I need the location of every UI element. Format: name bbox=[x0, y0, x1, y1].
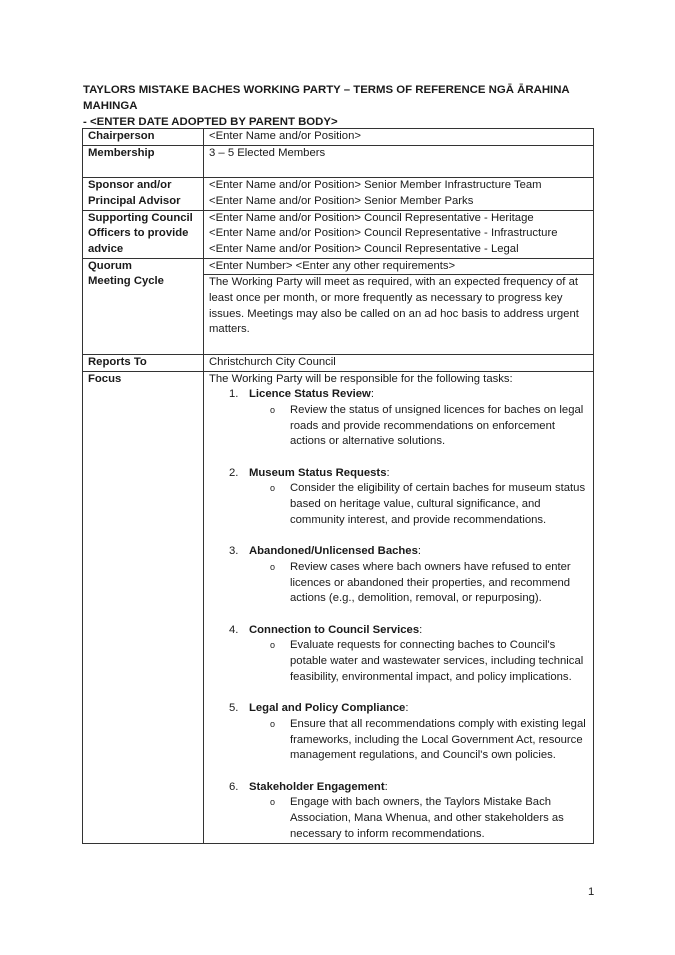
task-description-item bbox=[249, 717, 588, 764]
task-heading bbox=[249, 387, 588, 403]
focus-task bbox=[209, 387, 588, 466]
task-gap bbox=[249, 686, 588, 702]
focus-task bbox=[209, 466, 588, 545]
task-heading bbox=[249, 701, 588, 717]
task-title: Legal and Policy Compliance bbox=[249, 702, 406, 715]
task-gap bbox=[249, 450, 588, 466]
task-title-colon: : bbox=[370, 388, 374, 401]
supporting-label-line-3: advice bbox=[88, 242, 124, 255]
supporting-label bbox=[83, 210, 204, 258]
sponsor-value-line-1: <Enter Name and/or Position> Senior Member Infrastructure Team bbox=[209, 179, 542, 192]
task-number: 4. bbox=[229, 623, 239, 636]
task-number: 5. bbox=[229, 702, 239, 715]
task-gap bbox=[249, 529, 588, 545]
task-title: Licence Status Review bbox=[249, 388, 371, 401]
task-number: 3. bbox=[229, 545, 239, 558]
supporting-value-line-1: <Enter Name and/or Position> Council Representative - Heritage bbox=[209, 211, 534, 224]
terms-of-reference-table bbox=[82, 128, 594, 844]
chairperson-value: <Enter Name and/or Position> bbox=[204, 129, 594, 146]
row-focus bbox=[83, 371, 594, 843]
task-description: Consider the eligibility of certain baches for museum status based on heritage value, cultural significance, and community interest, and provide recommendations. bbox=[290, 482, 586, 526]
membership-value: 3 – 5 Elected Members bbox=[209, 146, 326, 159]
membership-spacer bbox=[209, 161, 588, 177]
supporting-label-line-1: Supporting Council bbox=[88, 211, 193, 224]
quorum-meeting-values bbox=[204, 258, 594, 354]
meeting-cycle-spacer bbox=[204, 338, 593, 354]
task-gap bbox=[249, 764, 588, 780]
supporting-value bbox=[204, 210, 594, 258]
hollow-bullet-icon: o bbox=[270, 561, 276, 572]
task-heading bbox=[249, 466, 588, 482]
supporting-value-line-3: <Enter Name and/or Position> Council Representative - Legal bbox=[209, 242, 519, 255]
task-number: 2. bbox=[229, 466, 239, 479]
page-number: 1 bbox=[588, 886, 595, 898]
meeting-cycle-value: The Working Party will meet as required, with an expected frequency of at least once per month, or more frequently as necessary to progress key issues. Meetings may also be called on an ad hoc basis to address urgent matters. bbox=[209, 276, 579, 336]
task-title-colon: : bbox=[386, 466, 390, 479]
task-description: Evaluate requests for connecting baches to Council's potable water and wastewater services, including technical feasibility, environmental impact, and policy implications. bbox=[290, 639, 584, 683]
supporting-label-line-2: Officers to provide bbox=[88, 227, 189, 240]
task-title: Connection to Council Services bbox=[249, 623, 420, 636]
row-sponsor bbox=[83, 178, 594, 210]
task-description-item bbox=[249, 795, 588, 842]
document-title-line-2: - <ENTER DATE ADOPTED BY PARENT BODY> bbox=[83, 116, 338, 128]
membership-label: Membership bbox=[83, 145, 204, 177]
task-description: Ensure that all recommendations comply with existing legal frameworks, including the Local Government Act, resource management regulations, and Council's own policies. bbox=[290, 717, 586, 762]
task-number: 1. bbox=[229, 388, 239, 401]
task-number: 6. bbox=[229, 780, 239, 793]
task-title: Stakeholder Engagement bbox=[249, 780, 385, 793]
focus-task bbox=[209, 544, 588, 623]
focus-task bbox=[209, 623, 588, 702]
supporting-value-line-2: <Enter Name and/or Position> Council Representative - Infrastructure bbox=[209, 227, 558, 240]
hollow-bullet-icon: o bbox=[270, 483, 276, 494]
reports-to-value: Christchurch City Council bbox=[204, 354, 594, 371]
task-description: Engage with bach owners, the Taylors Mistake Bach Association, Mana Whenua, and other stakeholders as necessary to inform recommendations. bbox=[290, 796, 564, 840]
sponsor-label-line-2: Principal Advisor bbox=[88, 194, 181, 207]
task-title: Abandoned/Unlicensed Baches bbox=[249, 545, 418, 558]
task-description-item bbox=[249, 560, 588, 607]
sponsor-label-line-1: Sponsor and/or bbox=[88, 179, 172, 192]
row-reports-to bbox=[83, 354, 594, 371]
quorum-meeting-label bbox=[83, 258, 204, 354]
task-title-colon: : bbox=[417, 545, 422, 558]
hollow-bullet-icon: o bbox=[270, 404, 276, 415]
document-title-line-1: TAYLORS MISTAKE BACHES WORKING PARTY – TERMS OF REFERENCE NGĀ ĀRAHINA MAHINGA bbox=[83, 84, 570, 112]
task-heading bbox=[249, 544, 588, 560]
focus-intro: The Working Party will be responsible for the following tasks: bbox=[209, 372, 513, 385]
task-title-colon: : bbox=[405, 702, 409, 715]
sponsor-label bbox=[83, 178, 204, 210]
task-description: Review cases where bach owners have refused to enter licences or abandoned their properties, and recommend actions (e.g., demolition, removal, or repurposing). bbox=[290, 560, 571, 605]
row-quorum-meeting bbox=[83, 258, 594, 354]
task-description-item bbox=[249, 638, 588, 685]
row-chairperson bbox=[83, 129, 594, 146]
task-title-colon: : bbox=[419, 623, 423, 636]
meeting-cycle-label: Meeting Cycle bbox=[88, 275, 164, 288]
focus-label: Focus bbox=[83, 371, 204, 843]
focus-task bbox=[209, 780, 588, 843]
row-supporting-officers bbox=[83, 210, 594, 258]
focus-value bbox=[204, 371, 594, 843]
reports-to-label: Reports To bbox=[83, 354, 204, 371]
quorum-value: <Enter Number> <Enter any other requirements> bbox=[204, 259, 593, 276]
task-description: Review the status of unsigned licences for baches on legal roads and provide recommendations on enforcement actions or alternative solutions. bbox=[290, 403, 584, 448]
sponsor-value bbox=[204, 178, 594, 210]
membership-cell bbox=[204, 145, 594, 177]
chairperson-label: Chairperson bbox=[83, 129, 204, 146]
focus-task-list bbox=[209, 387, 588, 842]
hollow-bullet-icon: o bbox=[270, 640, 276, 651]
task-description-item bbox=[249, 481, 588, 528]
sponsor-value-line-2: <Enter Name and/or Position> Senior Member Parks bbox=[209, 194, 474, 207]
task-title-colon: : bbox=[384, 780, 388, 793]
task-title: Museum Status Requests bbox=[249, 466, 387, 479]
task-gap bbox=[249, 607, 588, 623]
task-heading bbox=[249, 780, 588, 796]
quorum-label: Quorum bbox=[88, 259, 132, 272]
task-heading bbox=[249, 623, 588, 639]
document-title bbox=[83, 82, 603, 130]
hollow-bullet-icon: o bbox=[270, 797, 276, 808]
row-membership bbox=[83, 145, 594, 177]
task-description-item bbox=[249, 403, 588, 450]
focus-task bbox=[209, 701, 588, 780]
hollow-bullet-icon: o bbox=[270, 718, 276, 729]
